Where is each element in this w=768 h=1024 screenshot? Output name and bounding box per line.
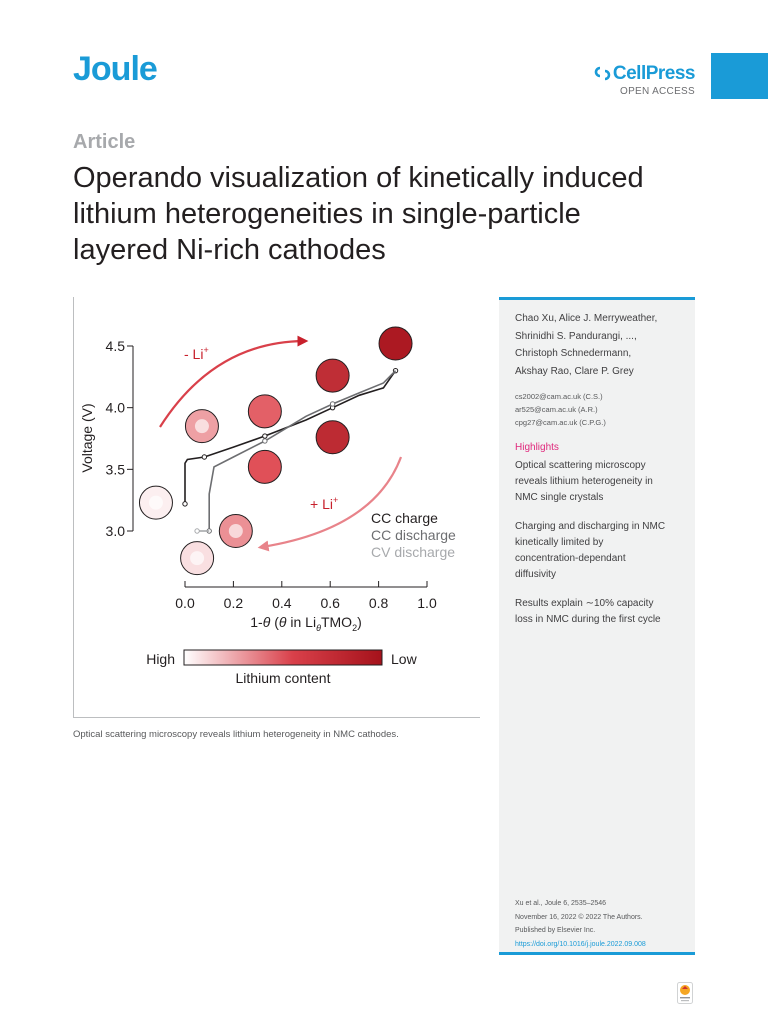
particle-core — [195, 419, 209, 433]
author-line: Akshay Rao, Clare P. Grey — [515, 365, 634, 377]
title-line: layered Ni-rich cathodes — [73, 234, 386, 266]
highlights-heading: Highlights — [515, 442, 559, 453]
highlight-line: reveals lithium heterogeneity in — [515, 476, 653, 487]
colorbar-title: Lithium content — [235, 670, 331, 686]
x-axis-label: 1-θ (θ in $Li_\theta TMO_2$) — [250, 614, 362, 633]
legend-cv-discharge: CV discharge — [371, 544, 456, 560]
highlight-line: Results explain ∼10% capacity — [515, 598, 654, 609]
particle-image — [248, 450, 281, 483]
particle-core — [190, 551, 204, 565]
highlight-line: concentration-dependant — [515, 553, 626, 564]
x-tick-label: 0.0 — [175, 595, 195, 611]
y-tick-label: 4.5 — [105, 338, 125, 354]
data-point — [195, 529, 199, 533]
voltage-chart — [74, 297, 480, 717]
x-tick-label: 0.2 — [223, 595, 244, 611]
email-link[interactable]: cs2002@cam.ac.uk (C.S.) — [515, 392, 603, 401]
figure-caption: Optical scattering microscopy reveals lithium heterogeneity in NMC cathodes. — [73, 729, 399, 740]
y-axis-label: Voltage (V) — [79, 403, 95, 473]
email-link[interactable]: ar525@cam.ac.uk (A.R.) — [515, 405, 598, 414]
delithiation-label: - Li+ — [184, 345, 209, 362]
legend-cc-charge: CC charge — [371, 510, 438, 526]
citation-line: Xu et al., Joule 6, 2535–2546 — [515, 900, 607, 907]
highlight-item — [515, 596, 687, 628]
article-type: Article — [73, 131, 136, 153]
author-line: Shrinidhi S. Pandurangi, ..., — [515, 330, 637, 342]
data-point — [330, 402, 334, 406]
author-line: Chao Xu, Alice J. Merryweather, — [515, 313, 658, 324]
highlight-line: NMC single crystals — [515, 492, 604, 503]
citation-block — [515, 897, 646, 951]
open-access-label: OPEN ACCESS — [620, 86, 695, 97]
y-tick-label: 3.5 — [105, 461, 125, 478]
particle-image — [248, 395, 281, 428]
particle-core — [149, 496, 163, 510]
x-tick-label: 1.0 — [417, 595, 437, 611]
highlight-line: kinetically limited by — [515, 537, 604, 548]
data-point — [263, 434, 267, 438]
particle-core — [229, 524, 243, 538]
article-info-sidebar — [499, 297, 695, 955]
correspondence-emails — [515, 390, 606, 429]
check-for-updates-icon[interactable] — [677, 982, 693, 1004]
highlight-line: diffusivity — [515, 569, 556, 580]
particle-image — [316, 421, 349, 454]
email-link[interactable]: cpg27@cam.ac.uk (C.P.G.) — [515, 418, 606, 427]
colorbar-high-label: High — [146, 651, 175, 667]
author-list — [515, 310, 691, 380]
x-tick-label: 0.4 — [272, 595, 292, 611]
journal-logo: Joule — [73, 50, 157, 88]
particle-image — [316, 359, 349, 392]
x-tick-label: 0.8 — [368, 595, 389, 611]
y-tick-label: 3.0 — [105, 523, 125, 539]
legend-cc-discharge: CC discharge — [371, 527, 456, 543]
data-point — [183, 502, 187, 506]
data-point — [263, 439, 267, 443]
x-tick-label: 0.6 — [320, 595, 340, 611]
voltage-curves — [183, 368, 398, 533]
data-point — [202, 455, 206, 459]
y-tick-label: 4.0 — [105, 399, 125, 416]
title-line: Operando visualization of kinetically induced — [73, 162, 644, 194]
article-title — [73, 160, 713, 268]
lithiation-label: + Li+ — [310, 495, 339, 512]
brand-tab — [711, 53, 768, 99]
series-line — [209, 371, 395, 531]
delithiation-arrow — [160, 341, 304, 427]
citation-line: Published by Elsevier Inc. — [515, 927, 596, 934]
highlight-line: Charging and discharging in NMC — [515, 521, 666, 532]
citation-line: November 16, 2022 © 2022 The Authors. — [515, 913, 643, 921]
title-line: lithium heterogeneities in single-particle — [73, 198, 581, 230]
doi-link[interactable]: https://doi.org/10.1016/j.joule.2022.09.008 — [515, 940, 646, 948]
publisher-name-text: CellPress — [612, 63, 695, 84]
particle-image — [379, 327, 412, 360]
colorbar-low-label: Low — [391, 651, 417, 667]
highlight-line: loss in NMC during the first cycle — [515, 614, 661, 625]
highlight-item — [515, 519, 687, 583]
highlight-item — [515, 458, 687, 506]
colorbar — [184, 650, 382, 665]
graphical-abstract — [73, 297, 480, 718]
highlight-line: Optical scattering microscopy — [515, 460, 646, 471]
cellpress-icon — [594, 66, 611, 81]
publisher-name — [591, 63, 695, 85]
author-line: Christoph Schnedermann, — [515, 348, 632, 359]
publisher-logo — [591, 63, 695, 97]
legend — [371, 510, 456, 560]
